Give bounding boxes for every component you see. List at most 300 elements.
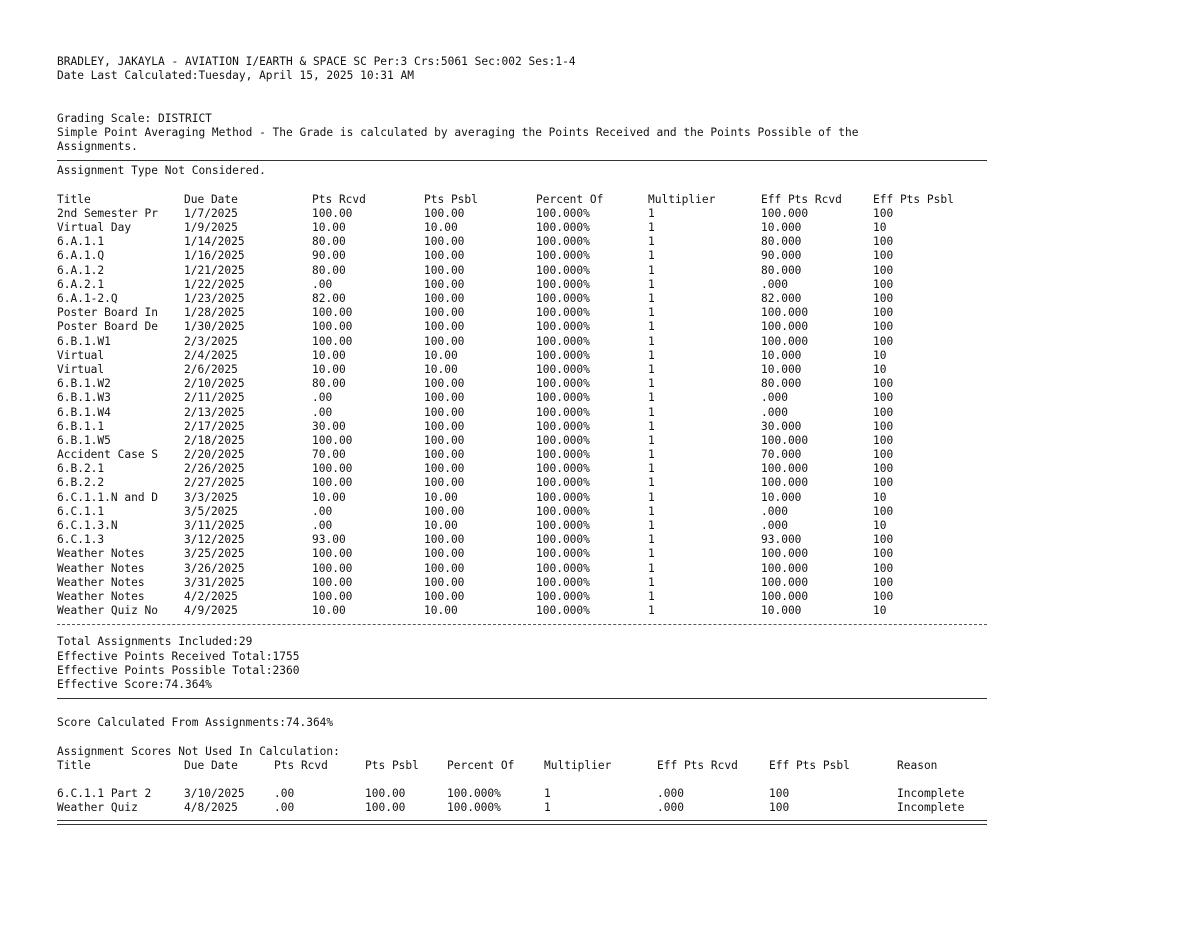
assignment-cell: 3/26/2025: [184, 561, 245, 575]
assignment-cell: 80.00: [312, 263, 346, 277]
assignment-row: [57, 505, 987, 519]
not-used-cell: 100: [769, 787, 790, 801]
assignment-row: [57, 604, 987, 618]
assignment-cell: 80.000: [761, 263, 802, 277]
score-calculated: Score Calculated From Assignments:74.364%: [57, 716, 334, 730]
assignment-cell: Weather Notes: [57, 561, 145, 575]
assignment-cell: 3/3/2025: [184, 490, 238, 504]
assignment-row: [57, 462, 987, 476]
assignment-cell: 1: [648, 263, 655, 277]
assignment-row: [57, 235, 987, 249]
col-due-date-header: Due Date: [184, 192, 238, 206]
assignment-cell: 100.000%: [536, 533, 590, 547]
assignment-cell: 100.000%: [536, 292, 590, 305]
not-used-table-body: [57, 787, 987, 815]
assignment-cell: 10: [873, 604, 887, 618]
assignment-cell: 90.00: [312, 249, 346, 263]
assignment-cell: 100.000: [761, 462, 809, 476]
date-last-calculated: Date Last Calculated:Tuesday, April 15, 2025 10:31 AM: [57, 69, 414, 83]
assignment-cell: 100.00: [424, 292, 465, 305]
assignment-cell: 100: [873, 476, 894, 490]
assignment-cell: 100.000%: [536, 221, 590, 235]
assignment-cell: 100.000: [761, 334, 809, 348]
not-used-heading: Assignment Scores Not Used In Calculation:: [57, 744, 340, 758]
assignment-cell: 100: [873, 561, 894, 575]
assignment-cell: 100.000%: [536, 462, 590, 476]
assignment-cell: 100.00: [312, 462, 353, 476]
assignment-cell: 100.00: [424, 377, 465, 391]
assignment-cell: 6.C.1.1.N and D: [57, 490, 159, 504]
assignment-cell: 3/5/2025: [184, 504, 238, 518]
assignment-cell: Virtual Day: [57, 221, 132, 235]
assignment-cell: 100.00: [424, 277, 465, 291]
assignment-cell: Accident Case S: [57, 448, 159, 462]
assignment-cell: 100.00: [312, 433, 353, 447]
assignment-cell: 100.00: [424, 419, 465, 433]
assignment-cell: 100: [873, 575, 894, 589]
assignment-row: [57, 476, 987, 490]
assignment-cell: 100.000%: [536, 391, 590, 405]
assignment-cell: 100.000%: [536, 320, 590, 334]
assignment-row: [57, 533, 987, 547]
assignment-cell: 100.00: [424, 334, 465, 348]
assignment-cell: 6.B.1.W4: [57, 405, 111, 419]
grade-report: [57, 55, 987, 825]
double-divider: [57, 820, 987, 825]
assignment-cell: 6.B.1.W2: [57, 377, 111, 391]
assignment-cell: 100: [873, 277, 894, 291]
col-pts-psbl-header: Pts Psbl: [424, 192, 478, 206]
not-used-cell: 100.00: [365, 787, 406, 801]
assignment-row: [57, 491, 987, 505]
assignment-cell: 1: [648, 206, 655, 220]
assignment-cell: 100.00: [312, 589, 353, 603]
assignment-row: [57, 349, 987, 363]
assignment-cell: 1: [648, 377, 655, 391]
assignment-row: [57, 562, 987, 576]
assignment-cell: 6.A.1-2.Q: [57, 292, 118, 305]
not-used-cell: 100.000%: [447, 801, 501, 815]
assignment-cell: 100: [873, 306, 894, 320]
assignment-cell: 100: [873, 206, 894, 220]
assignment-cell: 100.00: [424, 263, 465, 277]
assignment-cell: 1: [648, 561, 655, 575]
assignment-cell: 100: [873, 462, 894, 476]
assignment-cell: 1/16/2025: [184, 249, 245, 263]
assignment-cell: 1: [648, 419, 655, 433]
nu-col-title-header: Title: [57, 758, 91, 772]
not-used-cell: 1: [544, 787, 551, 801]
nu-col-pts-rcvd-header: Pts Rcvd: [274, 758, 328, 772]
divider: [57, 698, 987, 699]
assignment-cell: .00: [312, 519, 333, 532]
assignment-cell: 1: [648, 235, 655, 249]
not-used-row: [57, 801, 987, 815]
assignment-cell: 6.B.1.W5: [57, 433, 111, 447]
not-used-cell: .00: [274, 801, 295, 815]
assignment-cell: 100.000%: [536, 377, 590, 391]
assignment-cell: 10.00: [312, 490, 346, 504]
assignment-cell: 100.000: [761, 476, 809, 490]
assignment-cell: 100.000: [761, 547, 809, 561]
assignment-row: [57, 335, 987, 349]
col-pts-rcvd-header: Pts Rcvd: [312, 192, 366, 206]
assignment-cell: 6.A.1.2: [57, 263, 105, 277]
assignment-cell: 100.00: [424, 391, 465, 405]
assignment-cell: 10.00: [424, 604, 458, 618]
assignment-cell: 100.00: [424, 405, 465, 419]
assignment-cell: 100.00: [424, 504, 465, 518]
assignment-cell: 2/13/2025: [184, 405, 245, 419]
nu-col-multiplier-header: Multiplier: [544, 758, 612, 772]
assignment-cell: 10.000: [761, 490, 802, 504]
assignment-cell: 80.000: [761, 377, 802, 391]
assignment-cell: .000: [761, 277, 788, 291]
assignment-cell: 1/9/2025: [184, 221, 238, 235]
assignment-cell: 100.000: [761, 320, 809, 334]
effective-points-received: Effective Points Received Total:1755: [57, 649, 300, 663]
assignment-cell: 100.000%: [536, 362, 590, 376]
assignment-cell: 1: [648, 391, 655, 405]
col-title-header: Title: [57, 192, 91, 206]
assignment-cell: 10.00: [424, 519, 458, 532]
assignment-cell: 70.000: [761, 448, 802, 462]
assignment-cell: 1: [648, 221, 655, 235]
assignment-cell: 1/23/2025: [184, 292, 245, 305]
assignment-cell: 1: [648, 433, 655, 447]
divider: [57, 160, 987, 161]
grading-scale: Grading Scale: DISTRICT: [57, 111, 212, 125]
assignment-cell: 100.000%: [536, 433, 590, 447]
assignment-cell: 100.000%: [536, 604, 590, 618]
assignment-cell: 100.000%: [536, 334, 590, 348]
not-used-cell: 100: [769, 801, 790, 815]
assignment-cell: 10: [873, 221, 887, 235]
assignment-cell: 3/12/2025: [184, 533, 245, 547]
assignment-cell: 82.000: [761, 292, 802, 305]
assignment-cell: 1: [648, 448, 655, 462]
assignment-cell: 6.A.2.1: [57, 277, 105, 291]
assignment-cell: 10.00: [424, 362, 458, 376]
assignment-cell: 100.00: [424, 575, 465, 589]
assignment-row: [57, 320, 987, 334]
assignment-cell: 100.00: [424, 462, 465, 476]
assignment-cell: 100.000%: [536, 504, 590, 518]
assignment-cell: 100.000%: [536, 249, 590, 263]
assignment-cell: 93.00: [312, 533, 346, 547]
assignment-cell: 10: [873, 348, 887, 362]
assignment-cell: 100.000%: [536, 561, 590, 575]
assignment-cell: 1: [648, 604, 655, 618]
assignment-cell: .00: [312, 405, 333, 419]
assignment-cell: 2/27/2025: [184, 476, 245, 490]
assignment-cell: 1: [648, 476, 655, 490]
assignment-cell: 100: [873, 433, 894, 447]
assignment-cell: 1: [648, 519, 655, 532]
assignment-row: [57, 406, 987, 420]
assignment-cell: 2/3/2025: [184, 334, 238, 348]
assignment-cell: 100.00: [424, 448, 465, 462]
assignment-cell: 100: [873, 419, 894, 433]
assignment-cell: 10.000: [761, 604, 802, 618]
assignment-cell: 100.00: [424, 476, 465, 490]
assignment-row: [57, 519, 987, 533]
assignment-cell: 1: [648, 547, 655, 561]
assignment-cell: 90.000: [761, 249, 802, 263]
assignment-cell: 1: [648, 277, 655, 291]
not-used-cell: Weather Quiz: [57, 801, 138, 815]
assignment-row: [57, 292, 987, 306]
assignment-cell: Weather Notes: [57, 547, 145, 561]
assignment-cell: 4/2/2025: [184, 589, 238, 603]
col-multiplier-header: Multiplier: [648, 192, 716, 206]
assignment-cell: 100.00: [424, 533, 465, 547]
assignment-cell: 100.000%: [536, 575, 590, 589]
assignment-cell: 93.000: [761, 533, 802, 547]
assignment-cell: 6.B.2.1: [57, 462, 105, 476]
assignment-cell: 100.000%: [536, 519, 590, 532]
assignment-cell: 1: [648, 575, 655, 589]
nu-col-percent-of-header: Percent Of: [447, 758, 515, 772]
assignment-cell: 1: [648, 292, 655, 305]
assignment-cell: Virtual: [57, 362, 105, 376]
assignment-cell: 100: [873, 292, 894, 305]
assignment-cell: 100.00: [312, 561, 353, 575]
assignment-cell: 1/28/2025: [184, 306, 245, 320]
assignment-cell: 100.000%: [536, 277, 590, 291]
assignment-cell: 3/11/2025: [184, 519, 245, 532]
assignment-cell: 100.00: [424, 589, 465, 603]
not-used-cell: 100.00: [365, 801, 406, 815]
assignment-cell: 10.00: [312, 604, 346, 618]
assignment-cell: 2/10/2025: [184, 377, 245, 391]
assignment-cell: Weather Quiz No: [57, 604, 159, 618]
assignment-cell: 10: [873, 490, 887, 504]
assignment-cell: 100.00: [424, 235, 465, 249]
assignment-cell: 100: [873, 263, 894, 277]
assignment-cell: 6.A.1.1: [57, 235, 105, 249]
assignment-cell: 6.B.1.1: [57, 419, 105, 433]
assignment-row: [57, 207, 987, 221]
assignment-row: [57, 590, 987, 604]
not-used-cell: 4/8/2025: [184, 801, 238, 815]
nu-col-reason-header: Reason: [897, 758, 938, 772]
assignment-cell: 100.00: [312, 206, 353, 220]
assignment-cell: 1: [648, 320, 655, 334]
method-description-line2: Assignments.: [57, 140, 138, 154]
assignment-cell: 1: [648, 334, 655, 348]
not-used-cell: 100.000%: [447, 787, 501, 801]
assignment-cell: 100: [873, 589, 894, 603]
assignment-cell: 100.00: [312, 547, 353, 561]
not-used-cell: .000: [657, 801, 684, 815]
assignment-cell: 100.000%: [536, 206, 590, 220]
assignment-cell: 100.000%: [536, 448, 590, 462]
not-used-cell: Incomplete: [897, 787, 965, 801]
nu-col-eff-pts-rcvd-header: Eff Pts Rcvd: [657, 758, 738, 772]
assignment-cell: 2/18/2025: [184, 433, 245, 447]
assignment-cell: 100: [873, 405, 894, 419]
assignment-cell: 100.00: [424, 547, 465, 561]
assignment-cell: 100.000%: [536, 235, 590, 249]
assignment-cell: 100: [873, 235, 894, 249]
assignment-cell: .000: [761, 519, 788, 532]
assignment-cell: 2/26/2025: [184, 462, 245, 476]
assignment-cell: 10.000: [761, 362, 802, 376]
assignment-cell: 1/30/2025: [184, 320, 245, 334]
assignment-row: [57, 434, 987, 448]
assignment-cell: 100.00: [312, 476, 353, 490]
assignment-cell: .000: [761, 504, 788, 518]
assignment-cell: 1: [648, 504, 655, 518]
assignment-cell: 100.000%: [536, 348, 590, 362]
assignment-row: [57, 363, 987, 377]
assignment-cell: 6.C.1.3: [57, 533, 105, 547]
assignment-cell: 4/9/2025: [184, 604, 238, 618]
assignment-cell: 2nd Semester Pr: [57, 206, 159, 220]
assignment-cell: 10: [873, 362, 887, 376]
assignment-cell: 80.00: [312, 235, 346, 249]
assignment-cell: 100.000%: [536, 263, 590, 277]
assignment-cell: 100.00: [424, 206, 465, 220]
assignment-cell: 6.C.1.3.N: [57, 519, 118, 532]
assignment-cell: 10.00: [312, 362, 346, 376]
nu-col-due-date-header: Due Date: [184, 758, 238, 772]
assignment-cell: 100.00: [424, 306, 465, 320]
assignment-cell: 82.00: [312, 292, 346, 305]
assignment-cell: .00: [312, 391, 333, 405]
assignment-cell: 10.00: [424, 348, 458, 362]
assignment-cell: 100.000: [761, 575, 809, 589]
assignment-cell: .000: [761, 391, 788, 405]
assignment-cell: 10.00: [424, 490, 458, 504]
assignment-cell: 80.000: [761, 235, 802, 249]
assignment-cell: 100.000: [761, 433, 809, 447]
assignment-cell: 1/22/2025: [184, 277, 245, 291]
assignment-cell: 100.000%: [536, 306, 590, 320]
assignment-cell: 2/20/2025: [184, 448, 245, 462]
assignment-cell: Poster Board In: [57, 306, 159, 320]
assignment-row: [57, 264, 987, 278]
assignment-cell: 100: [873, 377, 894, 391]
assignments-table-body: [57, 207, 987, 618]
assignment-cell: 1: [648, 490, 655, 504]
assignment-cell: 100: [873, 249, 894, 263]
not-used-cell: 6.C.1.1 Part 2: [57, 787, 152, 801]
assignment-cell: .00: [312, 277, 333, 291]
assignment-cell: 100: [873, 533, 894, 547]
assignment-cell: 1: [648, 348, 655, 362]
assignment-cell: Virtual: [57, 348, 105, 362]
assignment-cell: 1: [648, 362, 655, 376]
total-assignments-included: Total Assignments Included:29: [57, 635, 253, 649]
assignment-cell: 100.00: [312, 575, 353, 589]
assignment-cell: 1: [648, 306, 655, 320]
not-used-cell: 1: [544, 801, 551, 815]
assignment-cell: 100.000: [761, 561, 809, 575]
assignment-cell: 1: [648, 589, 655, 603]
assignment-row: [57, 377, 987, 391]
assignment-row: [57, 547, 987, 561]
assignment-cell: 30.00: [312, 419, 346, 433]
assignment-cell: 100.00: [424, 561, 465, 575]
assignment-cell: 10.00: [312, 221, 346, 235]
assignment-cell: Weather Notes: [57, 589, 145, 603]
assignment-cell: .000: [761, 405, 788, 419]
assignment-cell: 100.00: [312, 334, 353, 348]
not-used-cell: 3/10/2025: [184, 787, 245, 801]
assignment-cell: 1/14/2025: [184, 235, 245, 249]
assignment-cell: 80.00: [312, 377, 346, 391]
assignment-cell: 6.A.1.Q: [57, 249, 105, 263]
assignment-row: [57, 249, 987, 263]
assignment-cell: 100: [873, 547, 894, 561]
assignment-cell: 100: [873, 334, 894, 348]
not-used-row: [57, 787, 987, 801]
assignment-cell: 100.000: [761, 206, 809, 220]
assignment-cell: Poster Board De: [57, 320, 159, 334]
effective-score: Effective Score:74.364%: [57, 677, 212, 691]
assignment-cell: 2/6/2025: [184, 362, 238, 376]
assignment-cell: 2/11/2025: [184, 391, 245, 405]
assignment-cell: 10: [873, 519, 887, 532]
assignment-cell: 70.00: [312, 448, 346, 462]
assignment-cell: 100.000%: [536, 589, 590, 603]
assignment-cell: 100.000: [761, 306, 809, 320]
assignment-row: [57, 306, 987, 320]
nu-col-eff-pts-psbl-header: Eff Pts Psbl: [769, 758, 850, 772]
assignment-cell: 1/7/2025: [184, 206, 238, 220]
assignment-row: [57, 221, 987, 235]
assignment-type-note: Assignment Type Not Considered.: [57, 164, 266, 178]
assignment-row: [57, 576, 987, 590]
assignment-cell: 100.000%: [536, 405, 590, 419]
assignment-row: [57, 448, 987, 462]
assignment-cell: 6.B.1.W3: [57, 391, 111, 405]
effective-points-possible: Effective Points Possible Total:2360: [57, 663, 300, 677]
assignment-row: [57, 420, 987, 434]
not-used-header-row: [57, 759, 987, 773]
assignment-cell: 1: [648, 462, 655, 476]
not-used-cell: .000: [657, 787, 684, 801]
assignment-cell: 2/17/2025: [184, 419, 245, 433]
assignment-cell: Weather Notes: [57, 575, 145, 589]
assignment-cell: 100.000%: [536, 490, 590, 504]
assignment-cell: 100.000: [761, 589, 809, 603]
not-used-cell: Incomplete: [897, 801, 965, 815]
assignment-cell: 100.000%: [536, 476, 590, 490]
not-used-cell: .00: [274, 787, 295, 801]
assignment-cell: 100: [873, 391, 894, 405]
assignment-cell: 1: [648, 249, 655, 263]
assignment-cell: 100.000%: [536, 547, 590, 561]
assignment-cell: 100: [873, 448, 894, 462]
assignment-cell: 6.C.1.1: [57, 504, 105, 518]
assignment-cell: 1: [648, 533, 655, 547]
assignment-cell: 10.000: [761, 221, 802, 235]
method-description-line1: Simple Point Averaging Method - The Grade is calculated by averaging the Points Received and the Points Possible of the: [57, 125, 859, 139]
assignment-cell: 30.000: [761, 419, 802, 433]
assignment-cell: 2/4/2025: [184, 348, 238, 362]
assignment-row: [57, 391, 987, 405]
assignment-cell: 100.00: [424, 320, 465, 334]
assignment-cell: 1/21/2025: [184, 263, 245, 277]
assignment-cell: 100.00: [424, 249, 465, 263]
assignments-header-row: [57, 193, 987, 207]
assignment-cell: 100.00: [312, 320, 353, 334]
col-eff-pts-rcvd-header: Eff Pts Rcvd: [761, 192, 842, 206]
assignment-cell: 3/31/2025: [184, 575, 245, 589]
